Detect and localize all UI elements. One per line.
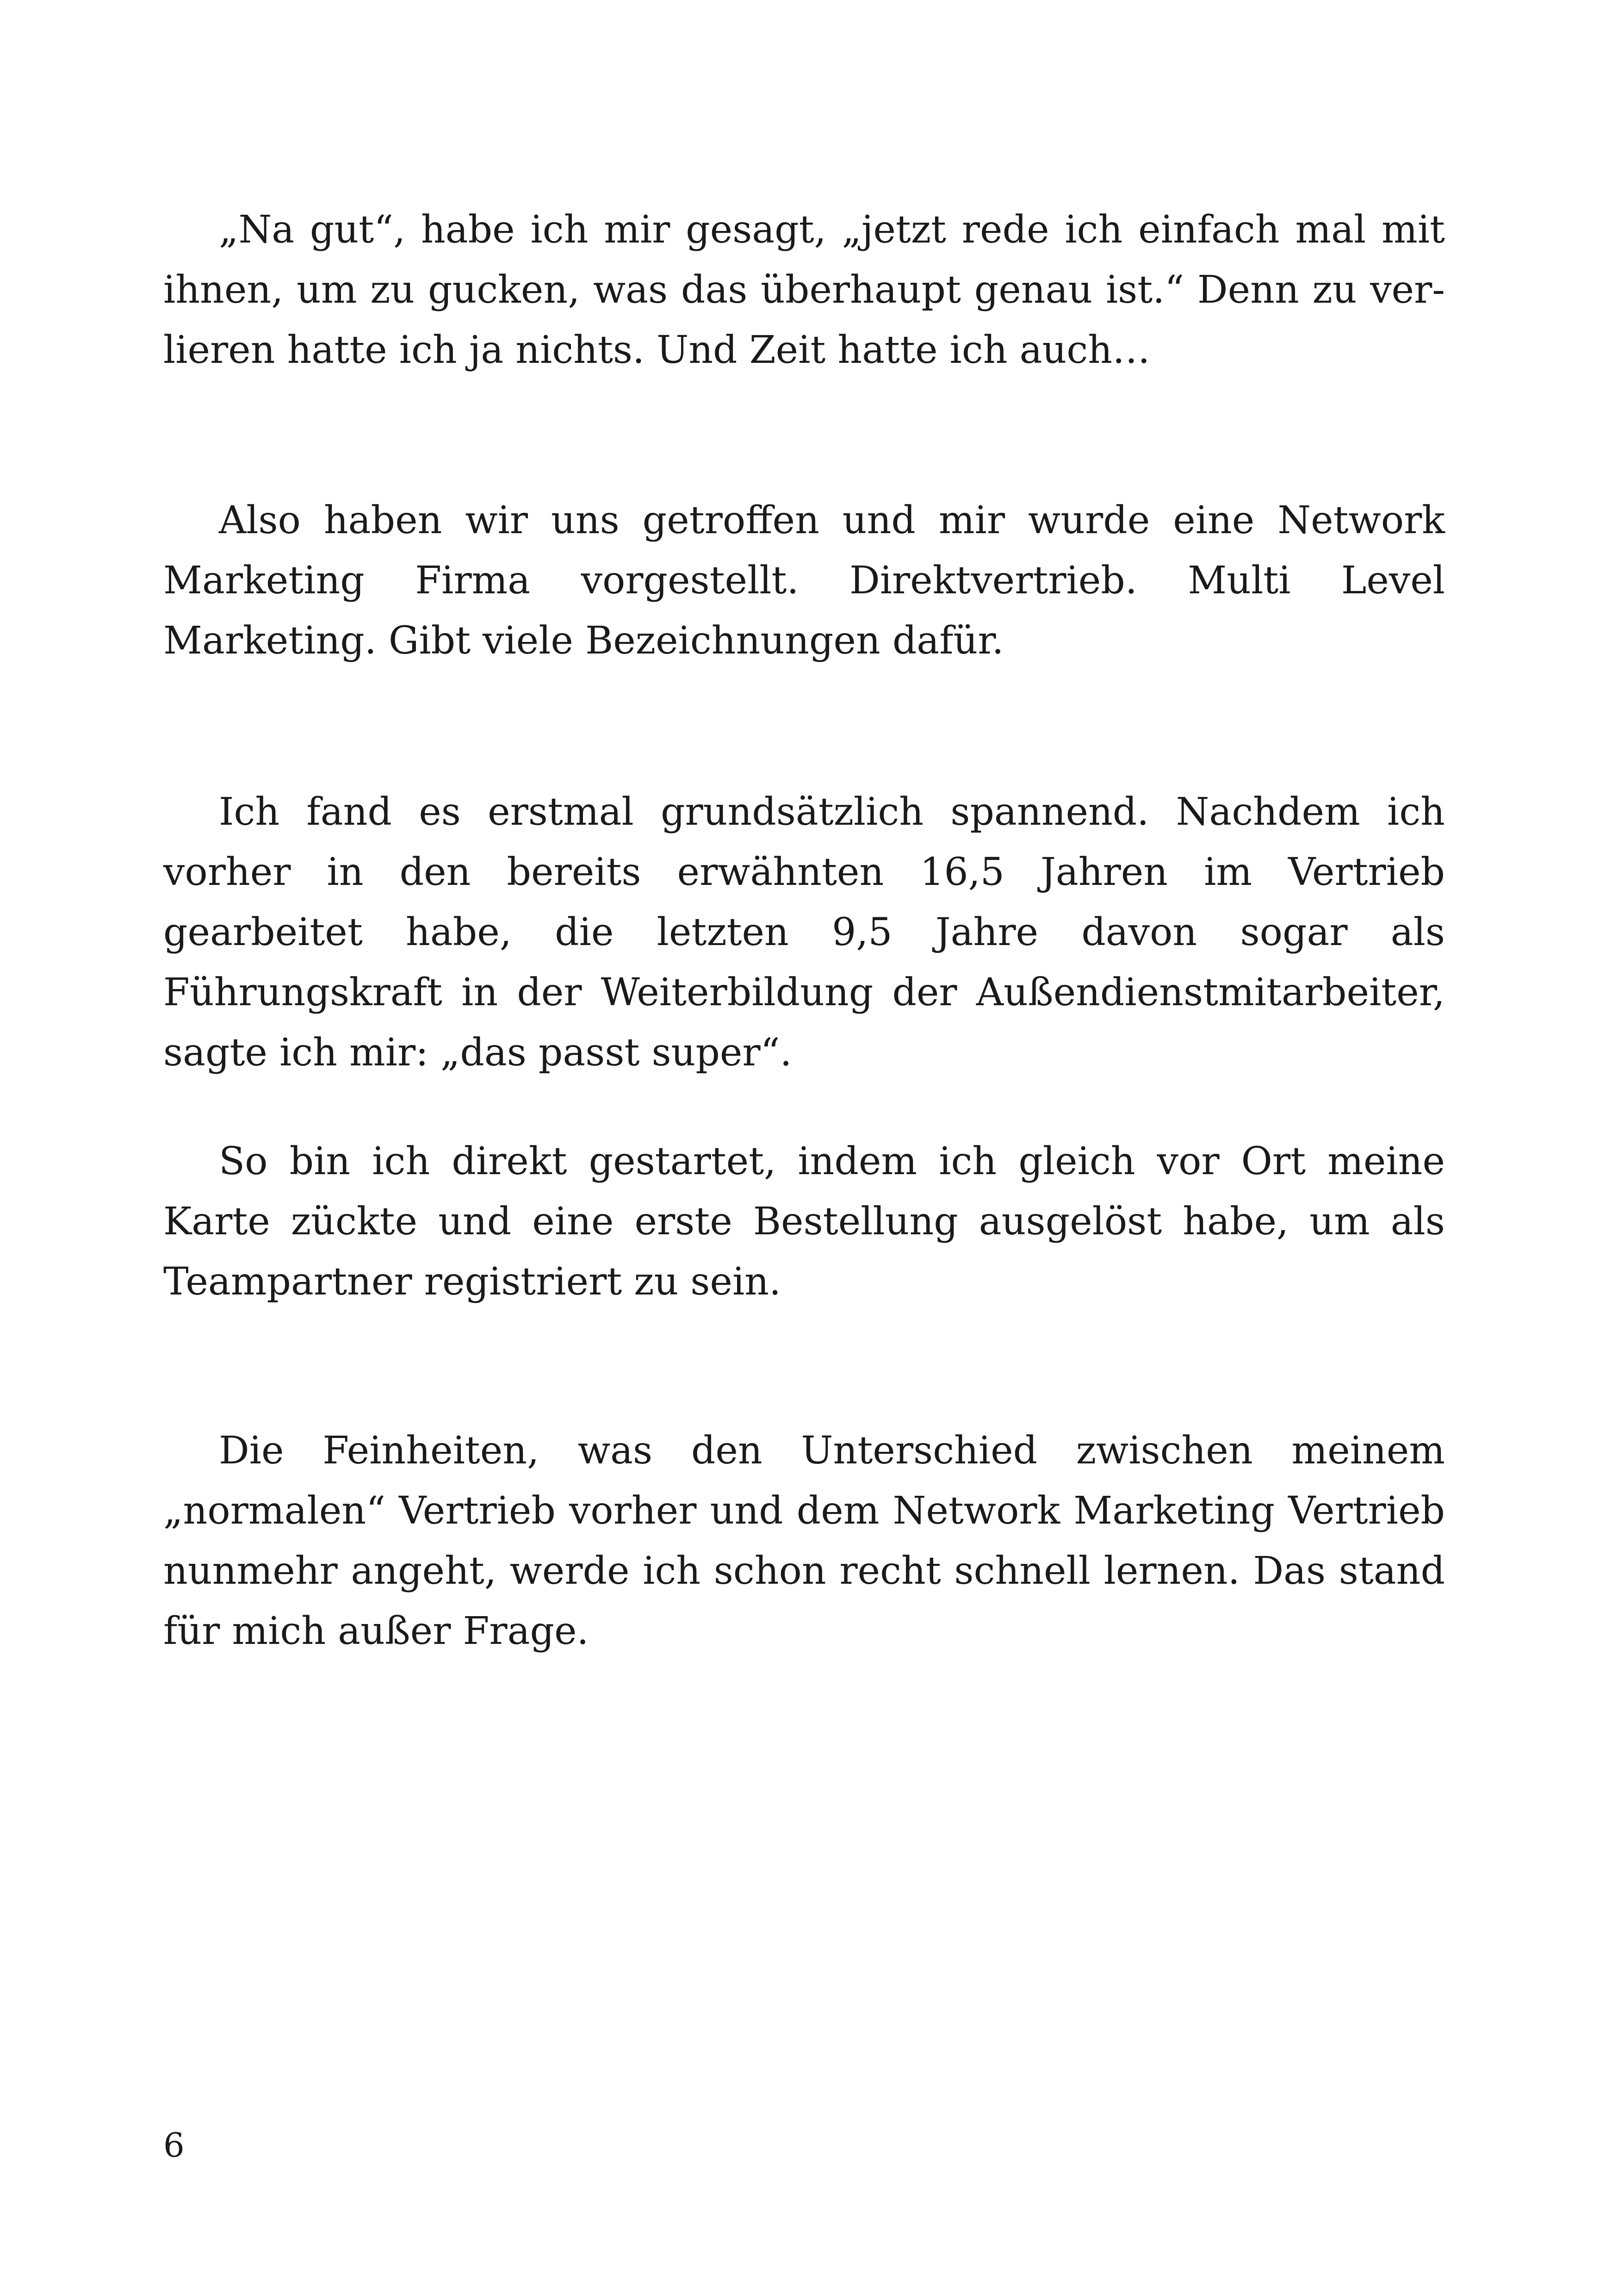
paragraph: „Na gut“, habe ich mir gesagt, „jetzt rede ich einfach mal mit ihnen, um zu gucken, was das überhaupt genau ist.“ Denn zu verlieren hatte ich ja nichts. Und Zeit hatte ich auch…: [163, 208, 1445, 372]
paragraph: Die Feinheiten, was den Unterschied zwischen meinem „normalen“ Vertrieb vorher und dem Network Marketing Vertrieb nunmehr angeht, werde ich schon recht schnell lernen. Das stand für mich außer Frage.: [163, 1429, 1445, 1653]
paragraph: Also haben wir uns getroffen und mir wurde eine Network Marketing Firma vorgestellt. Direktvertrieb. Multi Level Marketing. Gibt viele Bezeichnungen dafür.: [163, 498, 1445, 663]
page-number: 6: [163, 2126, 185, 2165]
paragraph: So bin ich direkt gestartet, indem ich gleich vor Ort meine Karte zückte und eine erste Bestellung ausgelöst habe, um als Teampartner registriert zu sein.: [163, 1139, 1445, 1304]
paragraph: Ich fand es erstmal grundsätzlich spannend. Nachdem ich vorher in den bereits erwähnten 16,5 Jahren im Vertrieb gearbeitet habe, die letzten 9,5 Jahre davon sogar als Führungskraft in der Weiterbildung der Außendienstmitarbeiter, sagte ich mir: „das passt super“.: [163, 790, 1445, 1075]
